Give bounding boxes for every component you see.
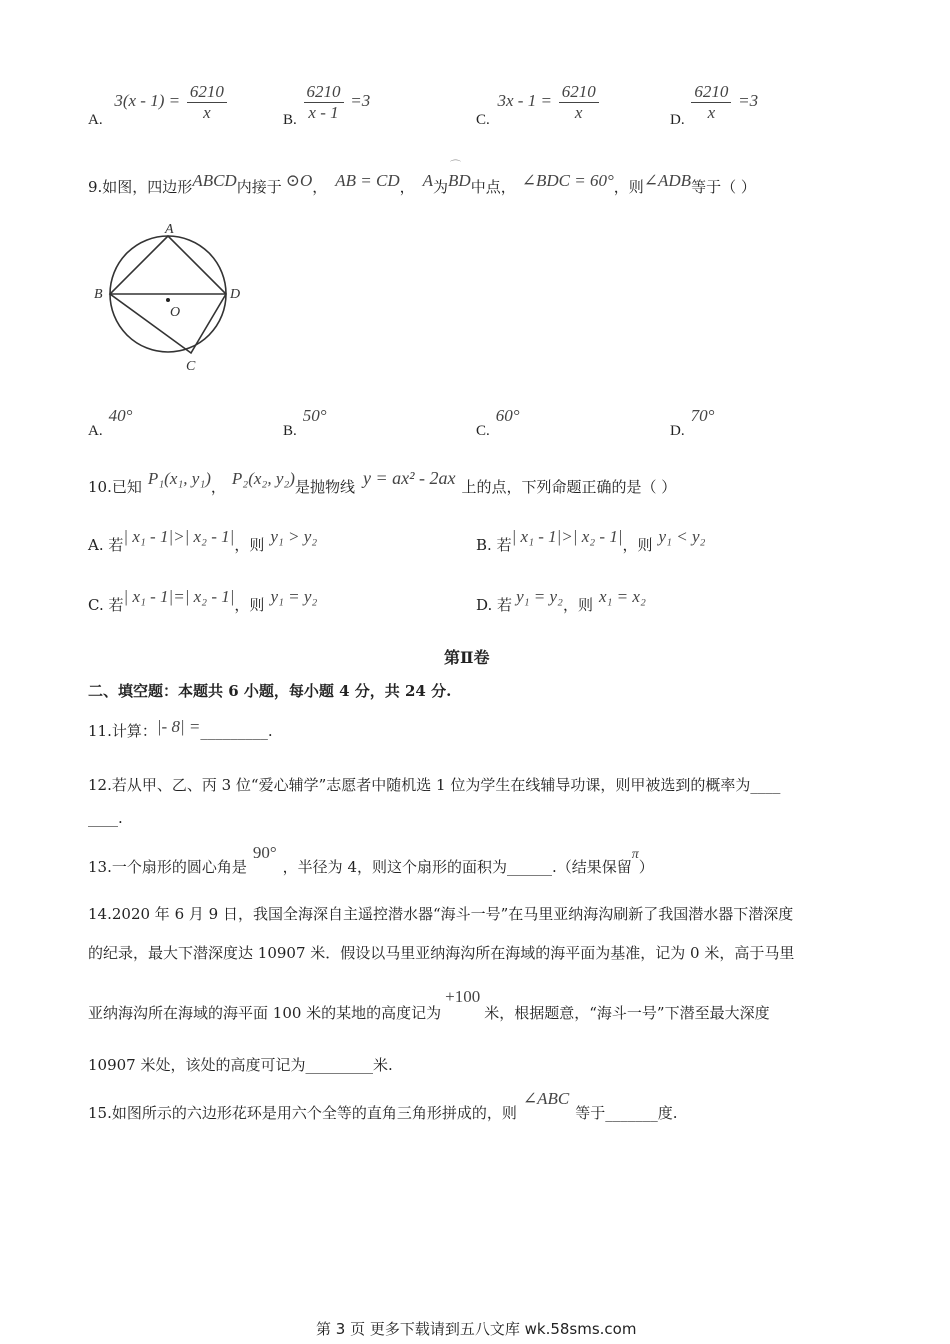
text: 为 — [433, 178, 449, 196]
height-value: +100 — [445, 987, 481, 1006]
q9-option-c — [476, 406, 520, 439]
condition: | x₁ - 1|>| x₂ - 1| — [123, 527, 235, 546]
arc-mark: ⌒ — [450, 159, 462, 172]
math: AB = CD — [335, 171, 400, 190]
condition: | x₁ - 1|>| x₂ - 1| — [511, 527, 623, 546]
q8-option-a — [88, 82, 230, 128]
option-letter: D. — [476, 596, 493, 614]
q14-line3 — [88, 986, 770, 1022]
point-p2: P₂(x₂, y₂) — [231, 469, 295, 488]
q9-option-d — [670, 406, 715, 439]
math: ∠ADB — [643, 171, 692, 190]
option-letter: D. — [670, 111, 685, 128]
denominator: x - 1 — [308, 103, 339, 122]
label-c: C — [186, 359, 196, 374]
option-lhs: 3(x - 1) = — [114, 90, 181, 110]
option-value: 40° — [108, 406, 133, 425]
text: ，则 — [613, 178, 644, 196]
option-value: 50° — [302, 406, 327, 425]
angle: ∠ABC — [522, 1089, 570, 1108]
option-letter: C. — [476, 111, 490, 128]
section2-heading: 二、填空题：本题共 6 小题，每小题 4 分，共 24 分. — [88, 682, 452, 700]
option-letter: B. — [476, 536, 492, 554]
text: 15.如图所示的六边形花环是用六个全等的直角三角形拼成的，则 — [88, 1104, 517, 1122]
math: ⊙O — [285, 171, 313, 190]
text: 10.已知 — [88, 478, 142, 496]
q10-option-d — [476, 586, 646, 614]
fraction — [691, 82, 731, 123]
denominator: x — [707, 103, 716, 122]
page-footer: 第 3 页 更多下载请到五八文库 wk.58sms.com — [316, 1320, 637, 1338]
q12-line2: ____. — [88, 809, 123, 827]
center-point — [166, 298, 170, 302]
condition: y₁ = y₂ — [516, 587, 563, 606]
q10-option-b — [476, 526, 706, 554]
parabola-equation: y = ax² - 2ax — [362, 468, 456, 488]
numerator: 6210 — [304, 82, 344, 103]
q10-option-a — [88, 526, 318, 554]
text: 若 — [496, 536, 512, 554]
section-title: 第Ⅱ卷 — [444, 648, 490, 667]
label-a: A — [165, 222, 174, 237]
q10-option-c — [88, 586, 318, 614]
text: 是抛物线 — [294, 478, 355, 496]
text: 米，根据题意，“海斗一号”下潜至最大深度 — [484, 1004, 770, 1022]
q14-line1: 14.2020 年 6 月 9 日，我国全海深自主遥控潜水器“海斗一号”在马里亚纳海沟刷新了我国潜水器下潜深度 — [88, 905, 794, 923]
q15 — [88, 1088, 678, 1122]
text: 11.计算： — [88, 722, 157, 740]
q9-option-a — [88, 406, 133, 439]
option-letter: D. — [670, 423, 685, 439]
q9-figure — [88, 222, 258, 382]
result: y₁ = y₂ — [270, 587, 318, 606]
option-letter: C. — [476, 423, 490, 439]
q8-option-c — [476, 82, 602, 128]
result: y₁ > y₂ — [270, 527, 318, 546]
fraction — [187, 82, 227, 123]
q9-stem — [88, 159, 756, 196]
option-value: 70° — [690, 406, 715, 425]
q11 — [88, 716, 273, 740]
math: BD — [448, 171, 471, 190]
label-b: B — [94, 287, 103, 302]
pi-symbol: π — [631, 847, 639, 862]
q14-line4: 10907 米处，该处的高度可记为_________米. — [88, 1056, 393, 1074]
numerator: 6210 — [559, 82, 599, 103]
condition: | x₁ - 1|=| x₂ - 1| — [123, 587, 235, 606]
point-p1: P₁(x₁, y₁) — [147, 469, 211, 488]
option-letter: B. — [283, 111, 297, 128]
math: ∠BDC = 60° — [521, 171, 614, 190]
text: ，则 — [622, 536, 653, 554]
text: 9.如图，四边形 — [88, 178, 193, 196]
option-rhs: =3 — [738, 90, 759, 110]
expression: |- 8| = — [156, 717, 201, 736]
option-value: 60° — [495, 406, 520, 425]
denominator: x — [574, 103, 583, 122]
option-letter: B. — [283, 423, 297, 439]
text: 若 — [108, 596, 124, 614]
result: x₁ = x₂ — [598, 587, 646, 606]
option-letter: C. — [88, 596, 104, 614]
text: ，半径为 4，则这个扇形的面积为______.（结果保留 — [282, 858, 632, 876]
q8-option-b — [283, 82, 371, 128]
text: ， — [312, 178, 328, 196]
text: 亚纳海沟所在海域的海平面 100 米的某地的高度记为 — [88, 1004, 442, 1022]
text: ） — [638, 858, 654, 876]
text: 若 — [108, 536, 124, 554]
math: A — [422, 171, 434, 190]
text: ，则 — [234, 536, 265, 554]
text: . — [267, 722, 273, 740]
text: 13.一个扇形的圆心角是 — [88, 858, 247, 876]
text: 内接于 — [236, 178, 282, 196]
numerator: 6210 — [187, 82, 227, 103]
option-lhs: 3x - 1 = — [497, 90, 552, 110]
text: 上的点，下列命题正确的是（ ） — [461, 478, 677, 496]
text: 等于_______度. — [575, 1104, 678, 1122]
option-rhs: =3 — [350, 90, 371, 110]
q8-option-d — [670, 82, 759, 128]
text: 等于（ ） — [691, 178, 756, 196]
text: 若 — [497, 596, 513, 614]
option-letter: A. — [88, 111, 103, 128]
numerator: 6210 — [691, 82, 731, 103]
q14-line2: 的纪录，最大下潜深度达 10907 米．假设以马里亚纳海沟所在海域的海平面为基准，记为 0 米，高于马里 — [88, 944, 795, 962]
label-o: O — [170, 305, 181, 320]
result: y₁ < y₂ — [658, 527, 706, 546]
text: ，则 — [234, 596, 265, 614]
denominator: x — [203, 103, 211, 122]
q10-stem — [88, 468, 677, 496]
answer-blank: _________ — [200, 722, 268, 740]
fraction — [304, 82, 344, 123]
q12-line1: 12.若从甲、乙、丙 3 位“爱心辅学”志愿者中随机选 1 位为学生在线辅导功课，则甲被选到的概率为____ — [88, 776, 781, 794]
fraction — [559, 82, 599, 123]
text: ， — [399, 178, 415, 196]
math: ABCD — [192, 171, 237, 190]
q13 — [88, 842, 654, 876]
text: ， — [210, 478, 226, 496]
angle: 90° — [252, 843, 277, 862]
option-letter: A. — [88, 536, 104, 554]
q9-option-b — [283, 406, 327, 439]
text: 中点， — [470, 178, 516, 196]
arc-bd — [448, 159, 471, 191]
option-letter: A. — [88, 423, 103, 439]
text: ，则 — [562, 596, 593, 614]
label-d: D — [230, 287, 241, 302]
